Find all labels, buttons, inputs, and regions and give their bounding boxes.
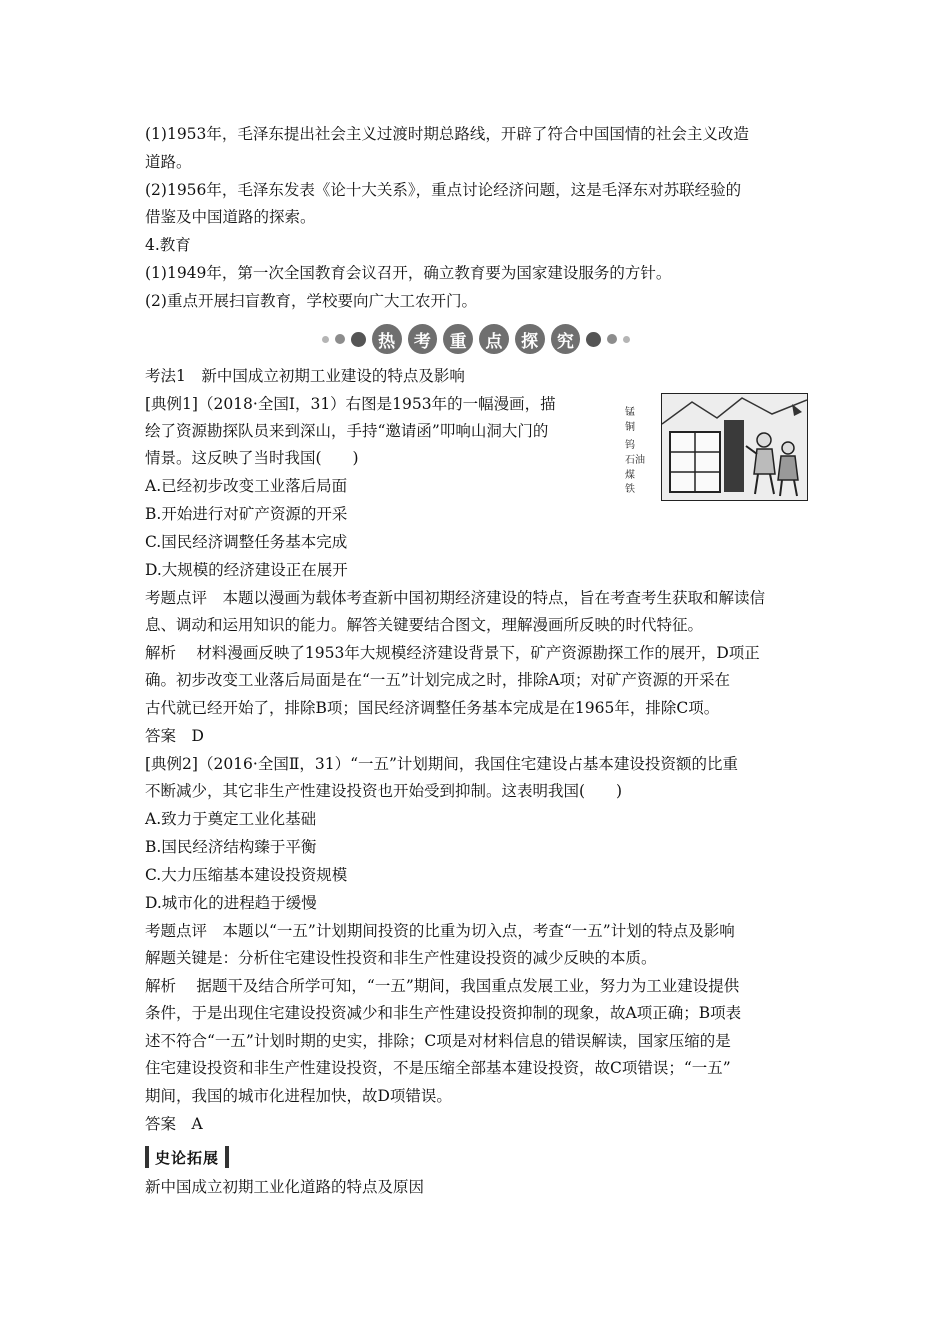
review-text: 解题关键是：分析住宅建设性投资和非生产性建设投资的减少反映的本质。 <box>145 949 657 967</box>
review-text: 息、调动和运用知识的能力。解答关键要结合图文，理解漫画所反映的时代特征。 <box>145 616 704 634</box>
section-banner <box>322 321 630 357</box>
cartoon-label: 铜 <box>625 422 635 433</box>
text-line: (1)1949年，第一次全国教育会议召开，确立教育要为国家建设服务的方针。 <box>145 264 672 282</box>
cartoon-image <box>625 393 807 501</box>
banner-dot <box>322 336 329 343</box>
section-tag <box>145 1145 229 1169</box>
banner-char: 探 <box>515 324 545 354</box>
analysis-text: 确。初步改变工业落后局面是在“一五”计划完成之时，排除A项；对矿产资源的开采在 <box>145 671 731 689</box>
tag-bar-right <box>225 1146 229 1168</box>
option-a: A.致力于奠定工业化基础 <box>145 810 317 828</box>
cartoon-drawing <box>661 393 808 501</box>
text-line: (2)重点开展扫盲教育，学校要向广大工农开门。 <box>145 292 477 310</box>
analysis-text: 解析 据题干及结合所学可知，“一五”期间，我国重点发展工业，努力为工业建设提供 <box>145 977 740 995</box>
option-b: B.开始进行对矿产资源的开采 <box>145 505 348 523</box>
cartoon-label: 石油 <box>625 455 645 466</box>
banner-char: 热 <box>372 324 402 354</box>
kaofa-heading: 考法1 新中国成立初期工业建设的特点及影响 <box>145 367 465 385</box>
option-d: D.城市化的进程趋于缓慢 <box>145 894 317 912</box>
text-line: (2)1956年，毛泽东发表《论十大关系》，重点讨论经济问题，这是毛泽东对苏联经验的 <box>145 181 742 199</box>
answer-text: 答案 D <box>145 727 204 745</box>
banner-dot <box>351 332 366 347</box>
subsection-title: 新中国成立初期工业化道路的特点及原因 <box>145 1178 425 1196</box>
option-c: C.国民经济调整任务基本完成 <box>145 533 348 551</box>
option-d: D.大规模的经济建设正在展开 <box>145 561 348 579</box>
banner-dot <box>335 334 345 344</box>
text-line: 借鉴及中国道路的探索。 <box>145 208 316 226</box>
section-heading: 4.教育 <box>145 236 191 254</box>
banner-dot <box>586 332 601 347</box>
text-line: (1)1953年，毛泽东提出社会主义过渡时期总路线，开辟了符合中国国情的社会主义改造 <box>145 125 749 143</box>
banner-dot <box>607 334 617 344</box>
option-b: B.国民经济结构臻于平衡 <box>145 838 317 856</box>
example2-question: [典例2]（2016·全国Ⅱ，31）“一五”计划期间，我国住宅建设占基本建设投资额的比重 <box>145 755 738 773</box>
example1-question: [典例1]（2018·全国Ⅰ，31）右图是1953年的一幅漫画，描 <box>145 395 556 413</box>
option-a: A.已经初步改变工业落后局面 <box>145 477 348 495</box>
cartoon-label: 锰 <box>625 407 635 418</box>
cartoon-label: 铁 <box>625 484 635 495</box>
option-c: C.大力压缩基本建设投资规模 <box>145 866 348 884</box>
analysis-text: 条件，于是出现住宅建设投资减少和非生产性建设投资抑制的现象，故A项正确；B项表 <box>145 1004 742 1022</box>
banner-char: 重 <box>443 324 473 354</box>
tag-label: 史论拓展 <box>155 1148 220 1167</box>
analysis-text: 古代就已经开始了，排除B项；国民经济调整任务基本完成是在1965年，排除C项。 <box>145 699 720 717</box>
example1-question: 情景。这反映了当时我国( ) <box>145 449 359 467</box>
analysis-text: 述不符合“一五”计划时期的史实，排除；C项是对材料信息的错误解读，国家压缩的是 <box>145 1032 731 1050</box>
answer-text: 答案 A <box>145 1115 203 1133</box>
analysis-text: 期间，我国的城市化进程加快，故D项错误。 <box>145 1087 452 1105</box>
example1-question: 绘了资源勘探队员来到深山，手持“邀请函”叩响山洞大门的 <box>145 422 549 440</box>
banner-char: 究 <box>551 324 581 354</box>
banner-char: 考 <box>408 324 438 354</box>
analysis-text: 住宅建设投资和非生产性建设投资，不是压缩全部基本建设投资，故C项错误；“一五” <box>145 1059 731 1077</box>
analysis-text: 解析 材料漫画反映了1953年大规模经济建设背景下，矿产资源勘探工作的展开，D项正 <box>145 644 760 662</box>
review-text: 考题点评 本题以“一五”计划期间投资的比重为切入点，考查“一五”计划的特点及影响 <box>145 922 735 940</box>
cartoon-label: 煤 <box>625 470 635 481</box>
example2-question: 不断减少，其它非生产性建设投资也开始受到抑制。这表明我国( ) <box>145 782 623 800</box>
banner-dot <box>623 336 630 343</box>
cartoon-label: 钨 <box>625 440 635 451</box>
review-text: 考题点评 本题以漫画为载体考查新中国初期经济建设的特点，旨在考查考生获取和解读信 <box>145 589 766 607</box>
text-line: 道路。 <box>145 153 192 171</box>
banner-char: 点 <box>479 324 509 354</box>
